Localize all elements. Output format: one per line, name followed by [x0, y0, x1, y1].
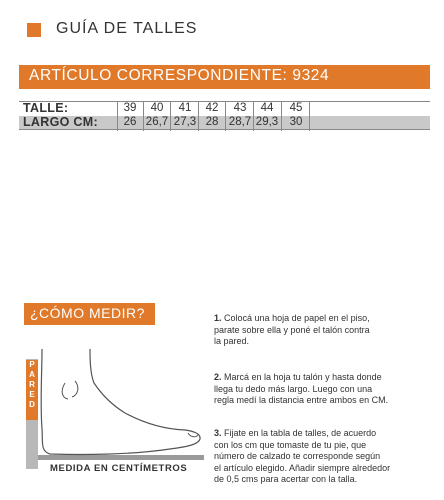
- table-divider: [253, 101, 254, 131]
- ankle-detail-icon: [62, 383, 68, 399]
- step-text: Marcá en la hoja tu talón y hasta donde: [224, 372, 382, 382]
- step-text: la pared.: [214, 336, 250, 346]
- step-number: 3.: [214, 428, 222, 438]
- step-number: 2.: [214, 372, 222, 382]
- step-text: Colocá una hoja de papel en el piso,: [224, 313, 370, 323]
- step-2: [214, 372, 414, 407]
- length-cell: 26,7: [145, 116, 169, 128]
- length-cell: 27,3: [173, 116, 197, 128]
- step-line: [214, 428, 414, 440]
- step-line: [214, 313, 414, 325]
- wall-letter: P: [29, 360, 35, 369]
- step-text: con los cm que tomaste de tu pie, que: [214, 439, 367, 450]
- table-divider: [225, 101, 226, 131]
- how-to-measure-banner: [24, 303, 155, 325]
- table-divider: [143, 101, 144, 131]
- length-row-label: LARGO CM:: [23, 115, 98, 129]
- ankle-bone-icon: [72, 381, 78, 397]
- table-divider: [117, 101, 118, 131]
- step-text: de 0,5 cms para acertar con la talla.: [214, 474, 358, 484]
- length-cell: 29,3: [255, 116, 279, 128]
- size-row-label: TALLE:: [23, 101, 69, 115]
- step-text: parate sobre ella y poné el talón contra: [214, 324, 370, 335]
- article-label: ARTÍCULO CORRESPONDIENTE: 9324: [29, 67, 330, 84]
- wall-letter: A: [29, 370, 35, 379]
- size-cell: 44: [260, 102, 274, 114]
- length-cell: 28: [205, 116, 219, 128]
- wall-letter: D: [29, 400, 35, 409]
- size-cell: 42: [205, 102, 219, 114]
- wall-letter: E: [29, 390, 35, 399]
- length-cell: 28,7: [228, 116, 252, 128]
- length-cell: 30: [289, 116, 303, 128]
- measurement-label-band: [38, 460, 204, 477]
- step-3: [214, 428, 414, 486]
- step-text: el artículo elegido. Añadir siempre alrededor: [214, 462, 391, 473]
- step-text: llega tu dedo más largo. Luego con una: [214, 383, 373, 394]
- wall-letter: R: [29, 380, 35, 389]
- size-cell: 43: [233, 102, 247, 114]
- step-text: regla medí la distancia entre ambos en CM.: [214, 395, 389, 405]
- step-1: [214, 313, 414, 348]
- size-cell: 41: [178, 102, 192, 114]
- step-text: Fijate en la tabla de talles, de acuerdo: [224, 428, 377, 438]
- table-divider: [281, 101, 282, 131]
- article-banner: [19, 65, 430, 89]
- table-divider: [198, 101, 199, 131]
- table-divider: [170, 101, 171, 131]
- length-cell: 26: [123, 116, 137, 128]
- step-number: 1.: [214, 313, 222, 323]
- step-text: número de calzado te corresponde según: [214, 451, 381, 461]
- size-cell: 45: [289, 102, 303, 114]
- page-title: GUÍA DE TALLES: [56, 20, 198, 37]
- size-cell: 39: [123, 102, 137, 114]
- how-to-measure-title: ¿CÓMO MEDIR?: [30, 305, 145, 321]
- measurement-label: MEDIDA EN CENTÍMETROS: [50, 463, 188, 474]
- table-divider: [309, 101, 310, 131]
- foot-outline-icon: [41, 349, 200, 454]
- size-cell: 40: [150, 102, 164, 114]
- header-accent-square: [27, 23, 41, 37]
- wall-label: [26, 360, 38, 420]
- step-line: [214, 372, 414, 384]
